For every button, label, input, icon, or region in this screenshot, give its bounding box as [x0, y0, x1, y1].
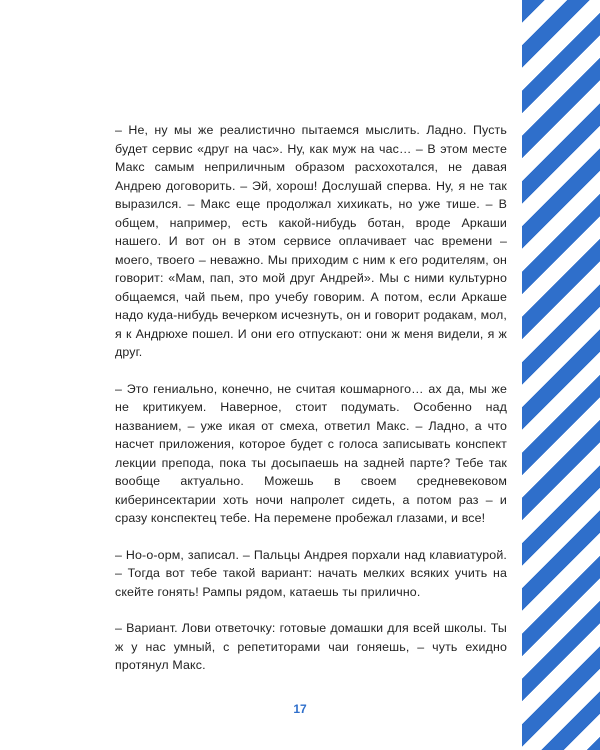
page-number: 17	[293, 702, 307, 716]
paragraph-2: – Это гениально, конечно, не считая кошмарного… ах да, мы же не критикуем. Наверное, стоит подумать. Особенно над названием, – уже икая от смеха, ответил Макс. – Ладно, а что насчет приложения, которое будет с голоса записывать конспект лекции препода, пока ты досыпаешь на задней парте? Тебе так вообще актуально. Можешь в своем средневековом киберинсектарии хоть ночи напролет сидеть, а потом раз – и сразу конспектец тебе. На перемене пробежал глазами, и все!	[115, 381, 507, 525]
paragraph-4: – Вариант. Лови ответочку: готовые домашки для всей школы. Ты ж у нас умный, с репетиторами чаи гоняешь, – чуть ехидно протянул Макс.	[115, 621, 507, 672]
page-body	[115, 121, 507, 693]
paragraph-3: – Но-о-орм, записал. – Пальцы Андрея порхали над клавиатурой. – Тогда вот тебе такой вариант: начать мелких всяких учить на скейте гонять! Рампы рядом, катаешь ты прилично.	[115, 547, 507, 599]
decorative-stripe-band	[522, 0, 600, 750]
paragraph-1: – Не, ну мы же реалистично пытаемся мыслить. Ладно. Пусть будет сервис «друг на час». Ну, как муж на час… – В этом месте Макс самым неприличным образом расхохотался, не давая Андрею договорить. – Эй, хорош! Дослушай сперва. Ну, я не так выразился. – Макс еще продолжал хихикать, но уже тише. – В общем, например, есть какой-нибудь ботан, вроде Аркаши нашего. И вот он в этом сервисе оплачивает час времени – моего, твоего – неважно. Мы приходим с ним к его родителям, он говорит: «Мам, пап, это мой друг Андрей». Мы с ними культурно общаемся, чай пьем, про учебу говорим. А потом, если Аркаше надо куда-нибудь вечерком исчезнуть, он и говорит родакам, мол, я к Андрюхе пошел. И они его отпускают: они ж меня видели, я ж друг.	[115, 123, 507, 359]
